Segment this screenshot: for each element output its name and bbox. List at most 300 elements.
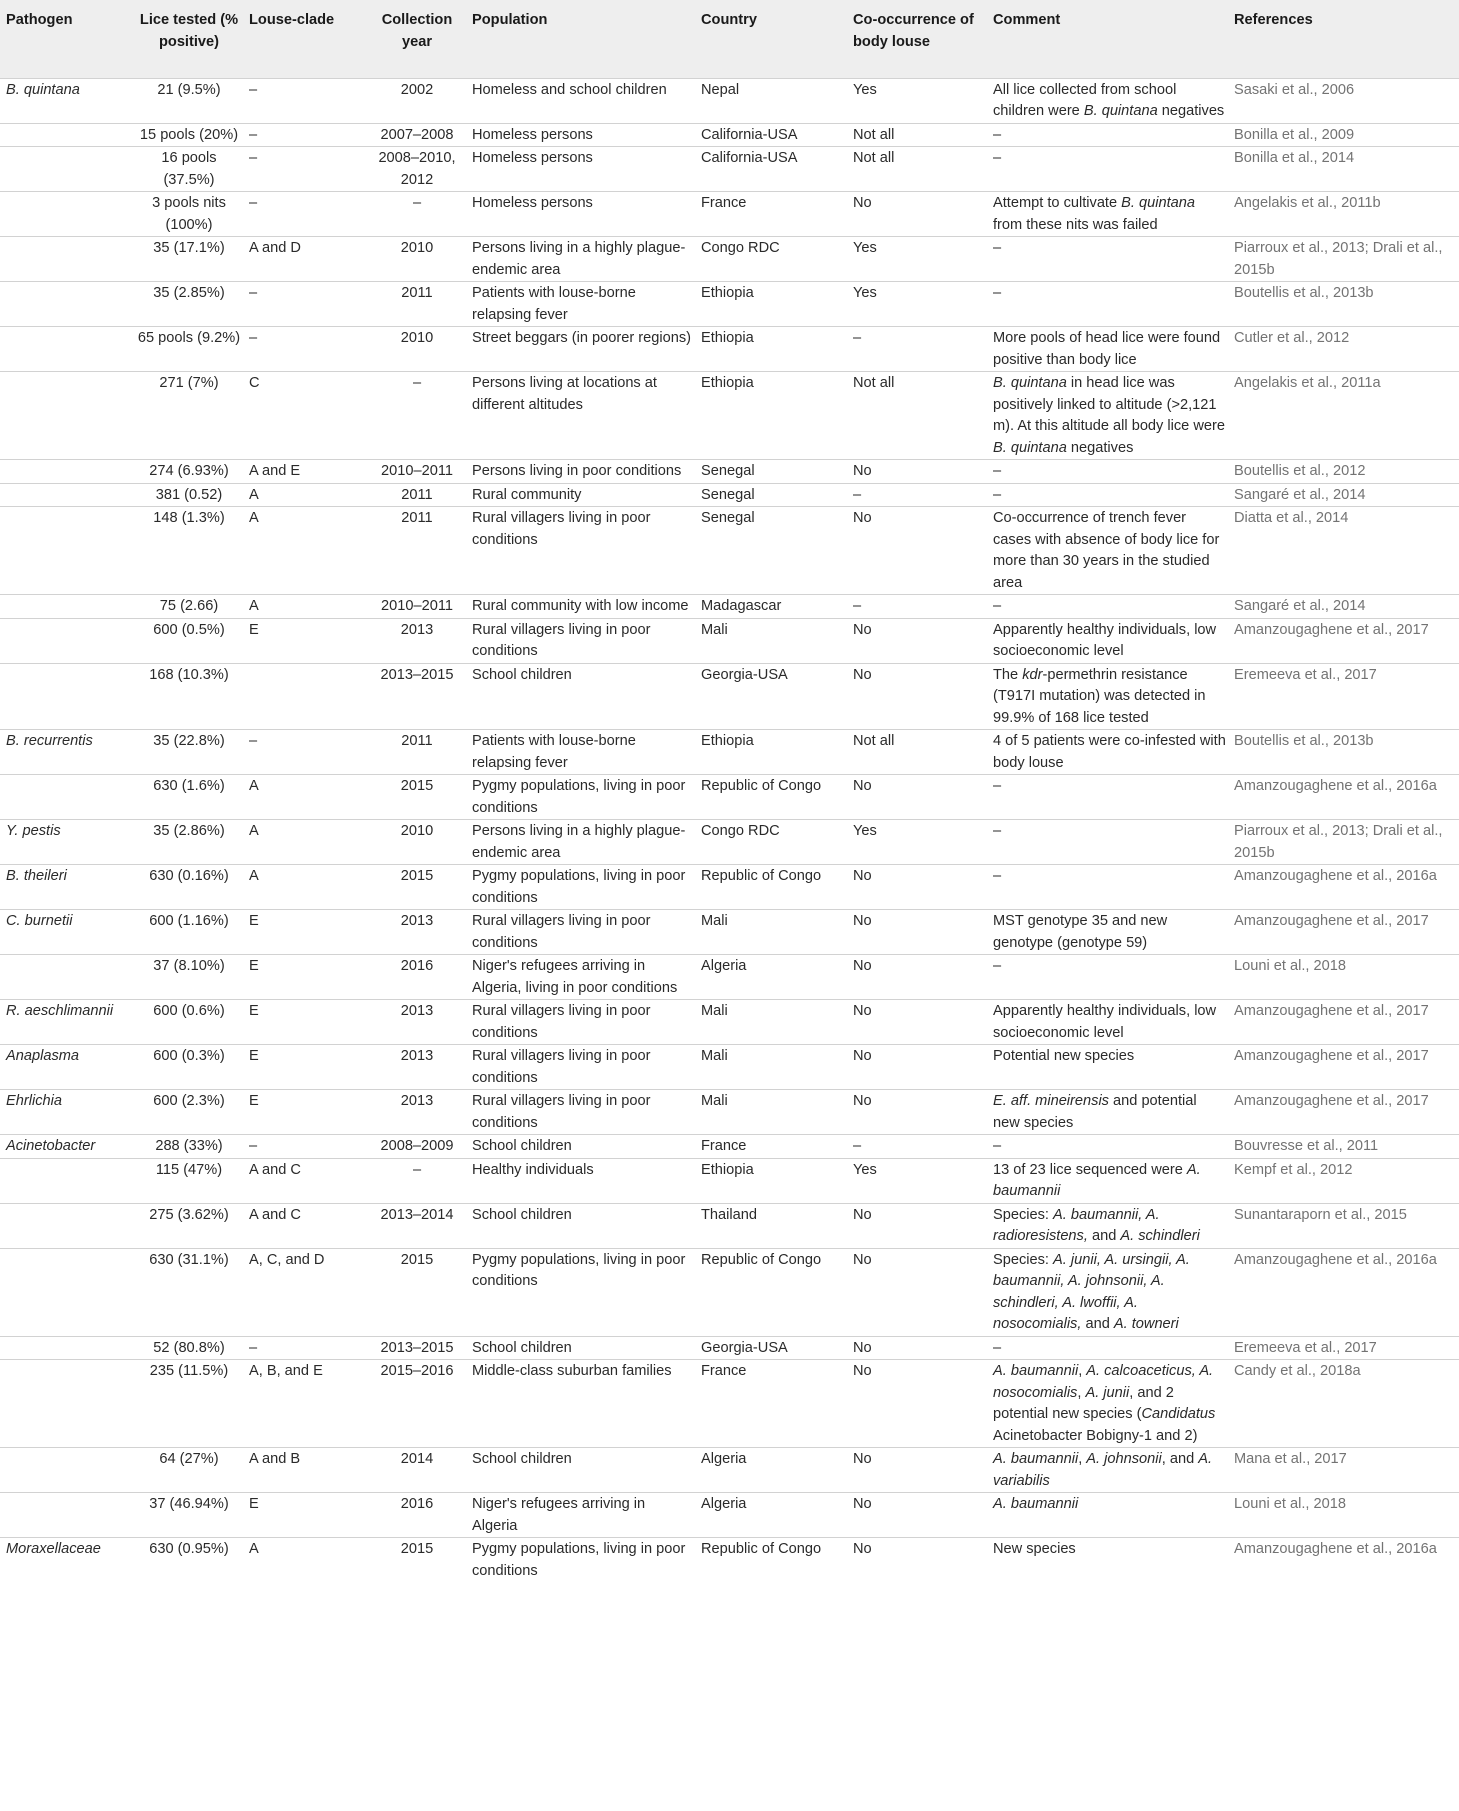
cell-lice-tested: 52 (80.8%) <box>153 1339 225 1356</box>
cell-lice-tested: 75 (2.66) <box>159 598 219 614</box>
cell-population: Niger's refugees arriving in Algeria, living in poor conditions <box>472 958 678 996</box>
comment-text: , <box>1078 1451 1087 1467</box>
comment-text: Acinetobacter Bobigny-1 and 2) <box>993 1427 1198 1444</box>
cell-reference: Boutellis et al., 2013b <box>1234 285 1374 301</box>
cell-comment <box>989 192 1230 237</box>
cell-lice-tested: 21 (9.5%) <box>157 81 221 98</box>
cell-lice-tested: 600 (0.6%) <box>153 1003 225 1019</box>
cell-reference: Amanzougaghene et al., 2017 <box>1234 1048 1429 1064</box>
cell-collection-year: 2013–2015 <box>380 666 454 683</box>
cell-pathogen <box>0 507 133 595</box>
cell-comment <box>989 282 1230 327</box>
comment-text: 4 of 5 patients were co-infested with body louse <box>993 733 1226 771</box>
cell-population: Pygmy populations, living in poor conditions <box>472 778 686 816</box>
cell-population: Persons living at locations at different altitudes <box>472 375 657 413</box>
cell-co-occurrence: No <box>853 1363 872 1379</box>
table-header <box>0 0 1459 78</box>
cell-co-occurrence: No <box>853 1003 872 1019</box>
comment-text: and potential new species <box>993 1093 1197 1131</box>
cell-reference: Candy et al., 2018a <box>1234 1363 1361 1379</box>
header-co-occurrence: Co-occurrence of body louse <box>853 12 974 50</box>
cell-pathogen <box>0 78 133 123</box>
comment-italic-text: kdr <box>1022 666 1043 683</box>
cell-country: Congo RDC <box>701 240 780 256</box>
comment-text: , <box>1077 1384 1086 1401</box>
cell-population: Persons living in a highly plague-endemic area <box>472 240 686 278</box>
cell-louse-clade: C <box>249 375 260 391</box>
cell-country: Ethiopia <box>701 1161 754 1178</box>
cell-pathogen <box>0 595 133 619</box>
cell-comment <box>989 1336 1230 1360</box>
comment-italic-text: Candidatus <box>1141 1406 1216 1422</box>
cell-reference: Diatta et al., 2014 <box>1234 510 1349 526</box>
table-row <box>0 1360 1459 1448</box>
cell-collection-year: 2015–2016 <box>380 1363 454 1379</box>
cell-population: School children <box>472 666 572 683</box>
table-row <box>0 618 1459 663</box>
cell-reference: Sasaki et al., 2006 <box>1234 81 1355 98</box>
cell-co-occurrence: No <box>853 958 872 974</box>
cell-comment <box>989 123 1230 147</box>
cell-pathogen <box>0 955 133 1000</box>
cell-lice-tested: 235 (11.5%) <box>149 1363 229 1379</box>
cell-lice-tested: 630 (0.95%) <box>149 1541 229 1557</box>
cell-collection-year: 2013 <box>400 1003 434 1019</box>
comment-text: Attempt to cultivate <box>993 195 1122 211</box>
cell-louse-clade: A <box>249 598 259 614</box>
comment-text: Co-occurrence of trench fever cases with absence of body lice for more than 30 years in the studied area <box>993 510 1220 591</box>
cell-louse-clade: A <box>249 868 259 884</box>
cell-population: Rural villagers living in poor conditions <box>472 621 651 659</box>
comment-italic-text: A. baumannii <box>993 1451 1079 1467</box>
cell-lice-tested: 148 (1.3%) <box>153 510 225 526</box>
cell-pathogen <box>0 327 133 372</box>
cell-collection-year: 2014 <box>400 1451 434 1467</box>
cell-co-occurrence: Not all <box>853 375 895 391</box>
cell-country: France <box>701 1138 747 1154</box>
cell-comment <box>989 78 1230 123</box>
comment-text: All lice collected from school children were <box>993 81 1177 119</box>
cell-comment <box>989 618 1230 663</box>
cell-pathogen <box>0 910 133 955</box>
cell-louse-clade: A, B, and E <box>249 1363 323 1379</box>
cell-pathogen <box>0 123 133 147</box>
table-row <box>0 1538 1459 1583</box>
cell-collection-year: – <box>412 375 422 391</box>
cell-country: Thailand <box>701 1206 757 1223</box>
cell-country: Ethiopia <box>701 330 754 346</box>
cell-co-occurrence: Not all <box>853 126 895 143</box>
cell-comment <box>989 1158 1230 1203</box>
comment-text: , and <box>1161 1451 1199 1467</box>
cell-louse-clade: A <box>249 1541 259 1557</box>
table-row <box>0 910 1459 955</box>
pathogen-name: Y. pestis <box>6 823 61 839</box>
cell-reference: Amanzougaghene et al., 2017 <box>1234 1003 1429 1019</box>
comment-text: – <box>993 1339 1002 1356</box>
comment-italic-text: B. quintana <box>1083 103 1158 119</box>
cell-collection-year: 2016 <box>400 958 434 974</box>
cell-co-occurrence: No <box>853 1093 872 1109</box>
cell-comment <box>989 820 1230 865</box>
cell-country: Senegal <box>701 486 755 503</box>
cell-louse-clade: – <box>249 1339 258 1356</box>
comment-text: Apparently healthy individuals, low socioeconomic level <box>993 621 1217 659</box>
cell-lice-tested: 37 (8.10%) <box>153 958 225 974</box>
cell-co-occurrence: Not all <box>853 150 895 166</box>
cell-collection-year: 2013–2015 <box>380 1339 454 1356</box>
cell-louse-clade: A and E <box>249 463 301 479</box>
cell-country: Mali <box>701 1003 728 1019</box>
comment-text: The <box>993 666 1023 683</box>
cell-louse-clade: E <box>249 1093 259 1109</box>
table-row <box>0 663 1459 730</box>
table-row <box>0 1135 1459 1159</box>
cell-collection-year: 2015 <box>400 778 434 794</box>
cell-comment <box>989 1000 1230 1045</box>
comment-text: – <box>993 126 1002 143</box>
comment-italic-text: A. variabilis <box>993 1451 1213 1489</box>
cell-reference: Bonilla et al., 2009 <box>1234 126 1355 143</box>
cell-louse-clade: – <box>249 1138 258 1154</box>
cell-lice-tested: 115 (47%) <box>155 1161 223 1178</box>
cell-comment <box>989 1448 1230 1493</box>
cell-collection-year: 2015 <box>400 1251 434 1268</box>
comment-text: – <box>993 240 1002 256</box>
cell-collection-year: 2013–2014 <box>380 1206 454 1223</box>
cell-reference: Amanzougaghene et al., 2016a <box>1234 868 1437 884</box>
cell-co-occurrence: No <box>853 1251 872 1268</box>
table-row <box>0 78 1459 123</box>
cell-reference: Amanzougaghene et al., 2017 <box>1234 1093 1429 1109</box>
cell-collection-year: 2007–2008 <box>380 126 454 143</box>
cell-lice-tested: 35 (17.1%) <box>153 240 225 256</box>
cell-lice-tested: 275 (3.62%) <box>149 1206 229 1223</box>
cell-population: Homeless persons <box>472 150 593 166</box>
cell-population: Homeless and school children <box>472 81 667 98</box>
cell-reference: Amanzougaghene et al., 2016a <box>1234 778 1437 794</box>
cell-louse-clade: – <box>249 126 258 143</box>
cell-louse-clade: E <box>249 1496 259 1512</box>
cell-population: Rural villagers living in poor conditions <box>472 1048 651 1086</box>
cell-lice-tested: 16 pools (37.5%) <box>161 150 217 188</box>
header-louse-clade: Louse-clade <box>249 12 335 28</box>
cell-country: Senegal <box>701 463 755 479</box>
table-row <box>0 1000 1459 1045</box>
cell-population: School children <box>472 1339 572 1356</box>
cell-co-occurrence: Yes <box>853 1161 877 1178</box>
header-row <box>0 0 1459 78</box>
cell-louse-clade: – <box>249 733 258 749</box>
pathogen-name: Ehrlichia <box>6 1093 62 1109</box>
cell-reference: Amanzougaghene et al., 2016a <box>1234 1541 1437 1557</box>
cell-pathogen <box>0 1538 133 1583</box>
cell-lice-tested: 381 (0.52) <box>155 486 223 503</box>
cell-comment <box>989 460 1230 484</box>
cell-pathogen <box>0 460 133 484</box>
table-row <box>0 372 1459 460</box>
cell-louse-clade: – <box>249 81 258 98</box>
comment-text: – <box>993 486 1002 503</box>
cell-reference: Cutler et al., 2012 <box>1234 330 1350 346</box>
cell-louse-clade: A, C, and D <box>249 1251 325 1268</box>
cell-reference: Sunantaraporn et al., 2015 <box>1234 1206 1407 1223</box>
cell-comment <box>989 327 1230 372</box>
pathogen-name: B. recurrentis <box>6 733 93 749</box>
cell-collection-year: – <box>412 195 422 211</box>
comment-text: – <box>993 285 1002 301</box>
header-collection-year: Collection year <box>381 12 453 50</box>
cell-comment <box>989 507 1230 595</box>
pathogen-name: R. aeschlimannii <box>6 1003 114 1019</box>
cell-co-occurrence: No <box>853 463 872 479</box>
cell-lice-tested: 168 (10.3%) <box>149 666 229 683</box>
cell-collection-year: 2010–2011 <box>381 598 453 614</box>
table-row <box>0 865 1459 910</box>
table-row <box>0 1248 1459 1336</box>
cell-comment <box>989 1135 1230 1159</box>
comment-italic-text: A. baumannii <box>993 1496 1079 1512</box>
cell-collection-year: 2010 <box>400 330 434 346</box>
header-lice-tested: Lice tested (% positive) <box>139 12 239 50</box>
cell-comment <box>989 663 1230 730</box>
cell-co-occurrence: No <box>853 778 872 794</box>
comment-text: -permethrin resistance (T917I mutation) was detected in 99.9% of 168 lice tested <box>993 666 1206 726</box>
cell-comment <box>989 483 1230 507</box>
table-row <box>0 1090 1459 1135</box>
comment-text: Species: <box>993 1206 1054 1223</box>
cell-country: France <box>701 1363 747 1379</box>
cell-country: Republic of Congo <box>701 1541 822 1557</box>
cell-country: Congo RDC <box>701 823 780 839</box>
cell-collection-year: 2011 <box>401 486 433 503</box>
cell-reference: Louni et al., 2018 <box>1234 1496 1346 1512</box>
cell-pathogen <box>0 730 133 775</box>
cell-louse-clade: – <box>249 285 258 301</box>
cell-reference: Piarroux et al., 2013; Drali et al., 2015b <box>1234 240 1443 278</box>
cell-co-occurrence: – <box>853 1138 862 1154</box>
cell-collection-year: 2002 <box>400 81 434 98</box>
cell-pathogen <box>0 1045 133 1090</box>
cell-louse-clade: – <box>249 150 258 166</box>
comment-text: and <box>1087 1228 1121 1244</box>
cell-country: Mali <box>701 621 728 638</box>
cell-reference: Piarroux et al., 2013; Drali et al., 2015b <box>1234 823 1443 861</box>
table-row <box>0 775 1459 820</box>
cell-pathogen <box>0 147 133 192</box>
cell-co-occurrence: No <box>853 868 872 884</box>
cell-population: School children <box>472 1451 572 1467</box>
cell-pathogen <box>0 1203 133 1248</box>
cell-co-occurrence: No <box>853 1451 872 1467</box>
comment-italic-text: B. quintana <box>1121 195 1196 211</box>
cell-population: Patients with louse-borne relapsing fever <box>472 733 636 771</box>
cell-comment <box>989 1090 1230 1135</box>
cell-pathogen <box>0 192 133 237</box>
table-row <box>0 730 1459 775</box>
cell-reference: Amanzougaghene et al., 2016a <box>1234 1251 1437 1268</box>
table-row <box>0 1203 1459 1248</box>
table-row <box>0 1493 1459 1538</box>
cell-lice-tested: 15 pools (20%) <box>139 126 239 143</box>
cell-louse-clade: A and D <box>249 240 301 256</box>
cell-lice-tested: 630 (1.6%) <box>153 778 225 794</box>
cell-country: Republic of Congo <box>701 1251 822 1268</box>
cell-reference: Louni et al., 2018 <box>1234 958 1346 974</box>
cell-country: France <box>701 195 747 211</box>
comment-text: – <box>993 463 1002 479</box>
cell-reference: Eremeeva et al., 2017 <box>1234 1339 1377 1356</box>
cell-population: Homeless persons <box>472 195 593 211</box>
cell-reference: Eremeeva et al., 2017 <box>1234 666 1377 683</box>
cell-pathogen <box>0 1090 133 1135</box>
cell-country: Ethiopia <box>701 375 754 391</box>
cell-collection-year: 2010 <box>400 240 434 256</box>
table-body <box>0 78 1459 1582</box>
cell-comment <box>989 147 1230 192</box>
cell-lice-tested: 271 (7%) <box>159 375 219 391</box>
cell-population: School children <box>472 1138 572 1154</box>
cell-population: Rural community with low income <box>472 598 689 614</box>
cell-population: Rural villagers living in poor conditions <box>472 1093 651 1131</box>
cell-population: Healthy individuals <box>472 1161 594 1178</box>
cell-population: Rural community <box>472 486 582 503</box>
comment-italic-text: A. junii <box>1085 1384 1130 1401</box>
table-row <box>0 507 1459 595</box>
cell-louse-clade: A and C <box>249 1206 301 1223</box>
comment-italic-text: A. towneri <box>1113 1316 1179 1332</box>
table-row <box>0 147 1459 192</box>
cell-co-occurrence: No <box>853 510 872 526</box>
comment-text: in head lice was positively linked to altitude (>2,121 m). At this altitude all body lice were <box>993 375 1225 434</box>
comment-text: 13 of 23 lice sequenced were <box>993 1161 1187 1178</box>
comment-text: – <box>993 150 1002 166</box>
cell-country: Madagascar <box>701 598 782 614</box>
cell-lice-tested: 35 (2.85%) <box>153 285 225 301</box>
cell-comment <box>989 237 1230 282</box>
cell-lice-tested: 288 (33%) <box>155 1138 223 1154</box>
cell-louse-clade: E <box>249 1048 259 1064</box>
cell-collection-year: 2008–2010, 2012 <box>378 150 456 188</box>
comment-text: – <box>993 1138 1002 1154</box>
table-row <box>0 192 1459 237</box>
cell-lice-tested: 35 (22.8%) <box>153 733 225 749</box>
table-row <box>0 237 1459 282</box>
cell-louse-clade: A and B <box>249 1451 301 1467</box>
cell-lice-tested: 3 pools nits (100%) <box>152 195 226 233</box>
comment-text: Apparently healthy individuals, low socioeconomic level <box>993 1003 1217 1041</box>
cell-comment <box>989 1203 1230 1248</box>
cell-lice-tested: 630 (0.16%) <box>149 868 229 884</box>
cell-louse-clade <box>245 663 366 730</box>
cell-co-occurrence: No <box>853 1541 872 1557</box>
cell-collection-year: 2008–2009 <box>380 1138 454 1154</box>
header-references: References <box>1234 12 1313 28</box>
comment-italic-text: E. aff. mineirensis <box>993 1093 1109 1109</box>
pathogen-name: B. quintana <box>6 81 80 98</box>
cell-pathogen <box>0 865 133 910</box>
table-row <box>0 460 1459 484</box>
cell-comment <box>989 865 1230 910</box>
cell-population: Homeless persons <box>472 126 593 143</box>
cell-reference: Amanzougaghene et al., 2017 <box>1234 913 1429 929</box>
cell-country: California-USA <box>701 126 798 143</box>
comment-text: – <box>993 868 1002 884</box>
cell-reference: Boutellis et al., 2012 <box>1234 463 1366 479</box>
cell-comment <box>989 1360 1230 1448</box>
cell-pathogen <box>0 1336 133 1360</box>
cell-co-occurrence: Yes <box>853 240 877 256</box>
cell-louse-clade: A <box>249 823 259 839</box>
cell-lice-tested: 600 (2.3%) <box>153 1093 225 1109</box>
cell-pathogen <box>0 1493 133 1538</box>
cell-population: Niger's refugees arriving in Algeria <box>472 1496 646 1534</box>
cell-reference: Sangaré et al., 2014 <box>1234 598 1366 614</box>
cell-collection-year: 2010–2011 <box>381 463 453 479</box>
cell-louse-clade: A <box>249 510 259 526</box>
cell-pathogen <box>0 282 133 327</box>
comment-text: negatives <box>1157 103 1225 119</box>
comment-text: – <box>993 958 1002 974</box>
table-row <box>0 123 1459 147</box>
cell-collection-year: 2013 <box>400 1048 434 1064</box>
cell-country: Republic of Congo <box>701 868 822 884</box>
comment-italic-text: A. baumannii, A. radioresistens, <box>993 1206 1160 1244</box>
cell-collection-year: 2011 <box>401 733 433 749</box>
cell-co-occurrence: No <box>853 913 872 929</box>
comment-italic-text: B. quintana <box>993 439 1067 456</box>
table-row <box>0 595 1459 619</box>
table-row <box>0 1045 1459 1090</box>
cell-reference: Mana et al., 2017 <box>1234 1451 1347 1467</box>
cell-population: Persons living in a highly plague-endemic area <box>472 823 686 861</box>
cell-pathogen <box>0 372 133 460</box>
cell-louse-clade: E <box>249 1003 259 1019</box>
cell-lice-tested: 630 (31.1%) <box>149 1251 229 1268</box>
header-population: Population <box>472 12 548 28</box>
cell-reference: Angelakis et al., 2011b <box>1234 195 1381 211</box>
comment-text: negatives <box>1066 439 1134 456</box>
comment-italic-text: A. schindleri <box>1120 1228 1200 1244</box>
cell-population: Pygmy populations, living in poor conditions <box>472 1251 686 1289</box>
comment-text: – <box>993 778 1002 794</box>
cell-reference: Kempf et al., 2012 <box>1234 1161 1353 1178</box>
cell-comment <box>989 1493 1230 1538</box>
cell-pathogen <box>0 237 133 282</box>
cell-collection-year: 2013 <box>400 913 434 929</box>
cell-co-occurrence: No <box>853 1048 872 1064</box>
cell-reference: Bonilla et al., 2014 <box>1234 150 1355 166</box>
cell-pathogen <box>0 1158 133 1203</box>
comment-text: – <box>993 598 1002 614</box>
cell-country: Ethiopia <box>701 285 754 301</box>
comment-text: Species: <box>993 1251 1054 1268</box>
pathogen-name: Anaplasma <box>6 1048 80 1064</box>
cell-reference: Bouvresse et al., 2011 <box>1234 1138 1379 1154</box>
cell-co-occurrence: Yes <box>853 285 877 301</box>
cell-lice-tested: 600 (0.3%) <box>153 1048 225 1064</box>
cell-comment <box>989 1045 1230 1090</box>
comment-text: MST genotype 35 and new genotype (genotype 59) <box>993 913 1168 951</box>
cell-pathogen <box>0 1000 133 1045</box>
cell-pathogen <box>0 1448 133 1493</box>
cell-reference: Boutellis et al., 2013b <box>1234 733 1374 749</box>
cell-collection-year: 2013 <box>400 1093 434 1109</box>
cell-pathogen <box>0 618 133 663</box>
cell-louse-clade: – <box>249 195 258 211</box>
table-row <box>0 1448 1459 1493</box>
header-country: Country <box>701 12 757 28</box>
